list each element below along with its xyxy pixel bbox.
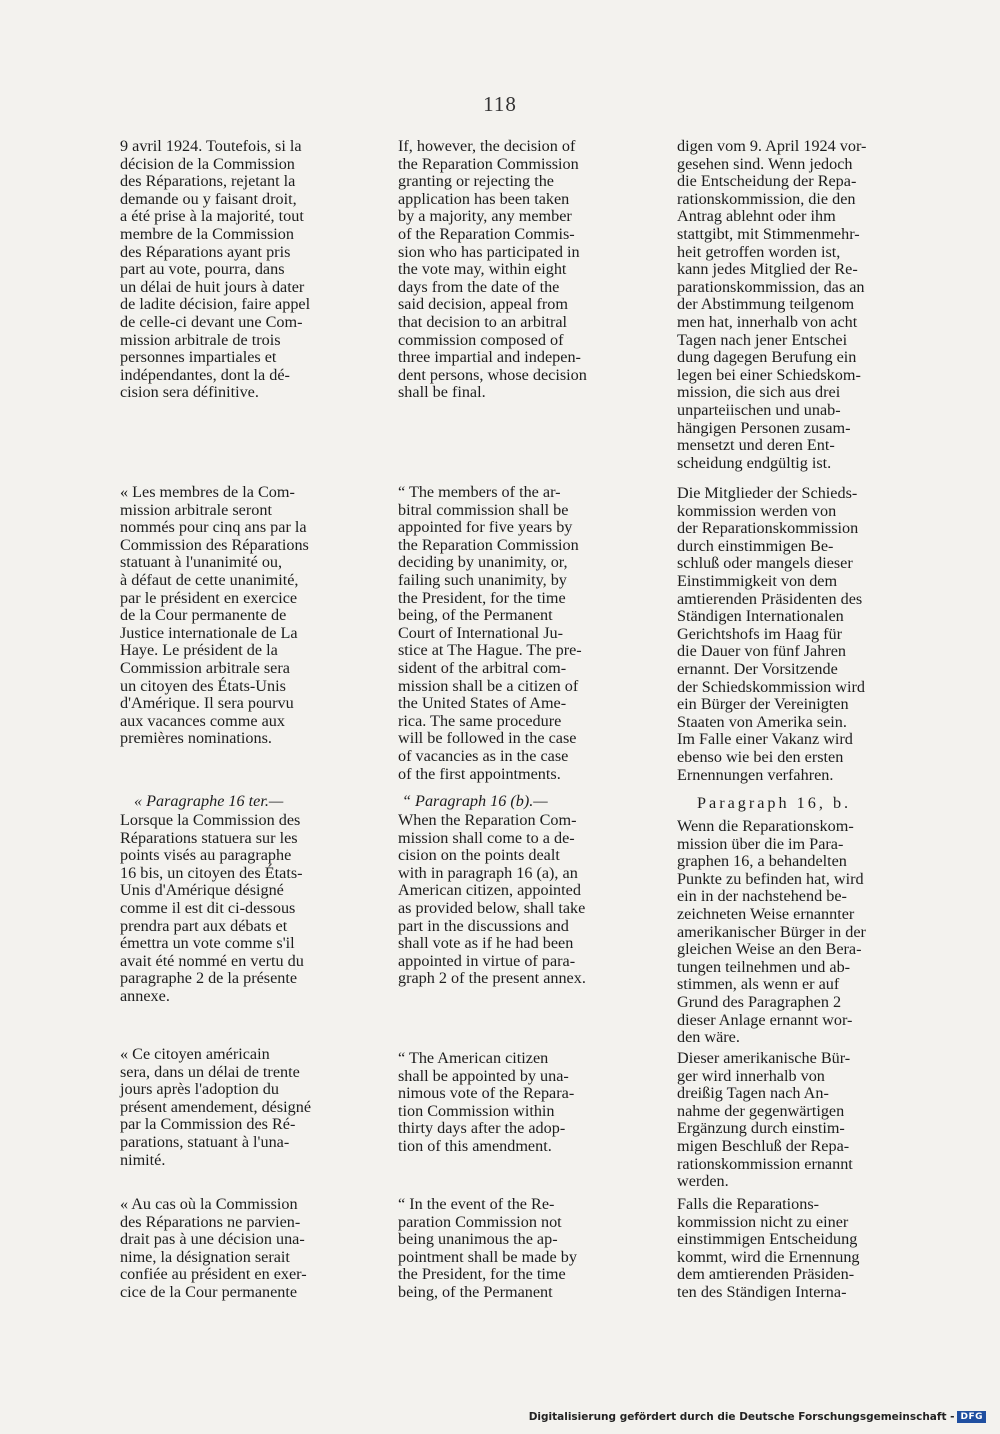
text-line: Unis d'Amérique désigné xyxy=(120,881,284,900)
en-paragraph-american-citizen xyxy=(398,1050,626,1156)
text-line: de ladite décision, faire appel xyxy=(120,295,311,314)
text-line: shall be final. xyxy=(398,383,486,402)
text-line: schluß oder mangels dieser xyxy=(677,554,853,573)
text-line: cision on the points dealt xyxy=(398,846,560,865)
text-line: the President, for the time xyxy=(398,588,566,607)
text-line: shall be appointed by una- xyxy=(398,1066,569,1085)
page-number: 118 xyxy=(483,92,517,116)
text-line: nimité. xyxy=(120,1150,166,1169)
text-line: ten des Ständigen Interna- xyxy=(677,1282,847,1301)
text-line: a été prise à la majorité, tout xyxy=(120,207,304,226)
text-line: legen bei einer Schiedskom- xyxy=(677,365,861,384)
text-line: cision sera définitive. xyxy=(120,383,259,402)
text-line: rationskommission ernannt xyxy=(677,1154,853,1173)
text-line: avait été nommé en vertu du xyxy=(120,951,304,970)
text-line: being, of the Permanent xyxy=(398,606,553,625)
text-line: Punkte zu befinden hat, wird xyxy=(677,869,864,888)
text-line: Antrag ablehnt oder ihm xyxy=(677,207,836,226)
text-line: par le président en exercice xyxy=(120,588,298,607)
text-line: Réparations statuera sur les xyxy=(120,828,298,847)
text-line: will be followed in the case xyxy=(398,729,577,748)
text-line: den wäre. xyxy=(677,1028,740,1047)
fr-heading-paragraph-16-ter xyxy=(120,793,359,811)
text-line: “ In the event of the Re- xyxy=(398,1195,555,1213)
text-line: days from the date of the xyxy=(398,277,560,296)
text-line: thirty days after the adop- xyxy=(398,1119,566,1138)
text-line: Ernennungen verfahren. xyxy=(677,765,834,784)
text-line: Commission arbitrale sera xyxy=(120,658,290,677)
text-line: Falls die Reparations- xyxy=(677,1195,820,1213)
text-line: of the Reparation Commis- xyxy=(398,224,575,243)
text-line: digen vom 9. April 1924 vor- xyxy=(677,137,867,155)
fr-paragraph-american-citizen xyxy=(120,1046,345,1169)
text-line: par la Commission des Ré- xyxy=(120,1115,296,1134)
text-line: being unanimous the ap- xyxy=(398,1230,558,1249)
text-line: graph 2 of the present annex. xyxy=(398,969,586,988)
text-line: Grund des Paragraphen 2 xyxy=(677,992,842,1011)
text-line: American citizen, appointed xyxy=(398,881,581,900)
text-line: kommt, wird die Ernennung xyxy=(677,1247,860,1266)
text-line: as provided below, shall take xyxy=(398,898,586,917)
text-line: of the first appointments. xyxy=(398,764,561,783)
text-line: mission arbitrale de trois xyxy=(120,330,281,349)
text-line: mensetzt und deren Ent- xyxy=(677,436,835,455)
text-line: einstimmigen Entscheidung xyxy=(677,1230,858,1249)
text-line: stattgibt, mit Stimmenmehr- xyxy=(677,224,860,243)
text-line: de la Cour permanente de xyxy=(120,606,287,625)
text-line: mission shall come to a de- xyxy=(398,828,575,847)
text-line: failing such unanimity, by xyxy=(398,570,567,589)
text-line: durch einstimmigen Be- xyxy=(677,536,834,555)
text-line: “ The members of the ar- xyxy=(398,483,561,501)
text-line: paration Commission not xyxy=(398,1212,562,1231)
text-line: said decision, appeal from xyxy=(398,295,568,314)
text-line: part in the discussions and xyxy=(398,916,569,935)
text-line: die Dauer von fünf Jahren xyxy=(677,642,847,661)
text-line: gleichen Weise an den Bera- xyxy=(677,940,862,959)
text-line: Die Mitglieder der Schieds- xyxy=(677,484,858,502)
text-line: Ergänzung durch einstim- xyxy=(677,1119,845,1138)
text-line: nime, la désignation serait xyxy=(120,1247,290,1266)
text-line: stimmen, als wenn er auf xyxy=(677,975,840,994)
text-line: 16 bis, un citoyen des États- xyxy=(120,863,303,882)
text-line: hängigen Personen zusam- xyxy=(677,418,851,437)
text-line: “ The American citizen xyxy=(398,1049,549,1067)
text-line: shall vote as if he had been xyxy=(398,934,574,953)
dfg-logo: DFG xyxy=(957,1411,986,1423)
text-line: Commission des Réparations xyxy=(120,535,309,554)
text-line: dung dagegen Berufung ein xyxy=(677,348,857,367)
text-line: the President, for the time xyxy=(398,1265,566,1284)
de-paragraph-appeal xyxy=(677,138,903,472)
de-paragraph-16-b xyxy=(677,818,903,1047)
fr-paragraph-16-ter xyxy=(120,812,345,1006)
text-line: Im Falle einer Vakanz wird xyxy=(677,730,853,749)
text-line: de celle-ci devant une Com- xyxy=(120,312,303,331)
text-line: Dieser amerikanische Bür- xyxy=(677,1049,851,1067)
text-line: rationskommission, die den xyxy=(677,189,856,208)
text-line: présent amendement, désigné xyxy=(120,1097,312,1116)
text-line: des Réparations ne parvien- xyxy=(120,1212,301,1231)
text-line: Ständigen Internationalen xyxy=(677,607,844,626)
text-line: bitral commission shall be xyxy=(398,500,569,519)
text-line: aux vacances comme aux xyxy=(120,711,285,730)
de-paragraph-members xyxy=(677,485,903,784)
text-line: Tagen nach jener Entschei xyxy=(677,330,848,349)
text-line: der Reparationskommission xyxy=(677,519,859,538)
text-line: dieser Anlage ernannt wor- xyxy=(677,1010,853,1029)
text-line: men hat, innerhalb von acht xyxy=(677,312,858,331)
text-line: cice de la Cour permanente xyxy=(120,1282,298,1301)
text-line: Staaten von Amerika sein. xyxy=(677,712,847,731)
text-line: mission arbitrale seront xyxy=(120,500,272,519)
footer-text: Digitalisierung gefördert durch die Deutsche Forschungsgemeinschaft - xyxy=(528,1411,955,1423)
text-line: Haye. Le président de la xyxy=(120,641,278,660)
fr-paragraph-members xyxy=(120,484,345,748)
text-line: migen Beschluß der Repa- xyxy=(677,1136,850,1155)
text-line: part au vote, pourra, dans xyxy=(120,260,285,279)
text-line: appointed for five years by xyxy=(398,518,573,537)
text-line: points visés au paragraphe xyxy=(120,846,292,865)
text-line: rica. The same procedure xyxy=(398,711,562,730)
text-line: the Reparation Commission xyxy=(398,535,579,554)
text-line: tion Commission within xyxy=(398,1101,555,1120)
en-paragraph-non-unanimous xyxy=(398,1196,626,1302)
text-line: kommission nicht zu einer xyxy=(677,1212,849,1231)
text-line: graphen 16, a behandelten xyxy=(677,852,847,871)
text-line: der Schiedskommission wird xyxy=(677,677,865,696)
de-paragraph-non-unanimous xyxy=(677,1196,903,1302)
text-line: granting or rejecting the xyxy=(398,172,554,191)
text-line: that decision to an arbitral xyxy=(398,312,568,331)
text-line: Paragraph 16, b. xyxy=(697,794,852,812)
text-line: the United States of Ame- xyxy=(398,694,567,713)
text-line: Gerichtshofs im Haag für xyxy=(677,624,842,643)
fr-paragraph-appeal xyxy=(120,138,345,402)
text-line: « Paragraphe 16 ter.— xyxy=(134,792,284,810)
text-line: ein in der nachstehend be- xyxy=(677,887,847,906)
text-line: die Entscheidung der Repa- xyxy=(677,172,857,191)
text-line: parationskommission, das an xyxy=(677,277,865,296)
text-line: des Réparations ayant pris xyxy=(120,242,291,261)
text-line: ein Bürger der Vereinigten xyxy=(677,695,849,714)
en-paragraph-16-b xyxy=(398,812,626,988)
text-line: membre de la Commission xyxy=(120,224,294,243)
text-line: unparteiischen und unab- xyxy=(677,400,841,419)
text-line: werden. xyxy=(677,1172,729,1191)
text-line: When the Reparation Com- xyxy=(398,811,577,829)
text-line: with in paragraph 16 (a), an xyxy=(398,863,578,882)
text-line: the Reparation Commission xyxy=(398,154,579,173)
text-line: un délai de huit jours à dater xyxy=(120,277,305,296)
text-line: amtierenden Präsidenten des xyxy=(677,589,863,608)
text-line: nommés pour cinq ans par la xyxy=(120,518,307,537)
text-line: application has been taken xyxy=(398,189,570,208)
text-line: dem amtierenden Präsiden- xyxy=(677,1265,855,1284)
text-line: commission composed of xyxy=(398,330,564,349)
en-paragraph-appeal xyxy=(398,138,626,402)
text-line: indépendantes, dont la dé- xyxy=(120,365,290,384)
text-line: jours après l'adoption du xyxy=(120,1080,279,1099)
text-line: appointed in virtue of para- xyxy=(398,951,576,970)
text-line: sera, dans un délai de trente xyxy=(120,1062,300,1081)
text-line: Wenn die Reparationskom- xyxy=(677,817,854,835)
text-line: of vacancies as in the case xyxy=(398,746,569,765)
text-line: sident of the arbitral com- xyxy=(398,658,567,677)
text-line: by a majority, any member xyxy=(398,207,572,226)
text-line: décision de la Commission xyxy=(120,154,295,173)
text-line: mission shall be a citizen of xyxy=(398,676,579,695)
text-line: des Réparations, rejetant la xyxy=(120,172,296,191)
text-line: dent persons, whose decision xyxy=(398,365,587,384)
text-line: nahme der gegenwärtigen xyxy=(677,1101,845,1120)
text-line: d'Amérique. Il sera pourvu xyxy=(120,694,294,713)
text-line: kommission werden von xyxy=(677,501,837,520)
text-line: demande ou y faisant droit, xyxy=(120,189,297,208)
text-line: three impartial and indepen- xyxy=(398,348,581,367)
text-line: If, however, the decision of xyxy=(398,137,576,155)
text-line: « Ce citoyen américain xyxy=(120,1045,270,1063)
text-line: being, of the Permanent xyxy=(398,1282,553,1301)
text-line: drait pas à une décision una- xyxy=(120,1230,305,1249)
text-line: à défaut de cette unanimité, xyxy=(120,570,299,589)
en-paragraph-members xyxy=(398,484,626,783)
text-line: comme il est dit ci-dessous xyxy=(120,898,296,917)
de-paragraph-american-citizen xyxy=(677,1050,903,1191)
text-line: heit getroffen worden ist, xyxy=(677,242,841,261)
fr-paragraph-non-unanimous xyxy=(120,1196,345,1302)
text-line: “ Paragraph 16 (b).— xyxy=(402,792,548,810)
text-line: mission über die im Para- xyxy=(677,834,844,853)
text-line: ger wird innerhalb von xyxy=(677,1066,825,1085)
text-line: prendra part aux débats et xyxy=(120,916,288,935)
text-line: amerikanischer Bürger in der xyxy=(677,922,866,941)
text-line: mission, die sich aus drei xyxy=(677,383,841,402)
text-line: Court of International Ju- xyxy=(398,623,563,642)
text-line: personnes impartiales et xyxy=(120,348,277,367)
text-line: dreißig Tagen nach An- xyxy=(677,1084,829,1103)
text-line: paragraphe 2 de la présente xyxy=(120,969,298,988)
text-line: gesehen sind. Wenn jedoch xyxy=(677,154,853,173)
de-heading-paragraph-16-b xyxy=(677,795,923,813)
text-line: kann jedes Mitglied der Re- xyxy=(677,260,858,279)
text-line: « Les membres de la Com- xyxy=(120,483,295,501)
text-line: stice at The Hague. The pre- xyxy=(398,641,582,660)
text-line: der Abstimmung teilgenom xyxy=(677,295,855,314)
text-line: pointment shall be made by xyxy=(398,1247,577,1266)
text-line: sion who has participated in xyxy=(398,242,580,261)
text-line: ebenso wie bei den ersten xyxy=(677,747,844,766)
text-line: scheidung endgültig ist. xyxy=(677,453,832,472)
text-line: Justice internationale de La xyxy=(120,623,298,642)
text-line: « Au cas où la Commission xyxy=(120,1195,298,1213)
digitization-footer xyxy=(529,1411,986,1423)
text-line: 9 avril 1924. Toutefois, si la xyxy=(120,137,302,155)
text-line: the vote may, within eight xyxy=(398,260,567,279)
en-heading-paragraph-16-b xyxy=(398,793,630,811)
text-line: ernannt. Der Vorsitzende xyxy=(677,659,838,678)
text-line: Einstimmigkeit von dem xyxy=(677,571,838,590)
text-line: tungen teilnehmen und ab- xyxy=(677,957,851,976)
text-line: zeichneten Weise ernannter xyxy=(677,904,855,923)
text-line: deciding by unanimity, or, xyxy=(398,553,568,572)
text-line: nimous vote of the Repara- xyxy=(398,1084,575,1103)
text-line: parations, statuant à l'una- xyxy=(120,1132,290,1151)
text-line: un citoyen des États-Unis xyxy=(120,676,286,695)
text-line: émettra un vote comme s'il xyxy=(120,934,295,953)
text-line: confiée au président en exer- xyxy=(120,1265,307,1284)
text-line: Lorsque la Commission des xyxy=(120,811,301,829)
text-line: premières nominations. xyxy=(120,729,272,748)
text-line: annexe. xyxy=(120,986,170,1005)
text-line: tion of this amendment. xyxy=(398,1136,552,1155)
text-line: statuant à l'unanimité ou, xyxy=(120,553,283,572)
